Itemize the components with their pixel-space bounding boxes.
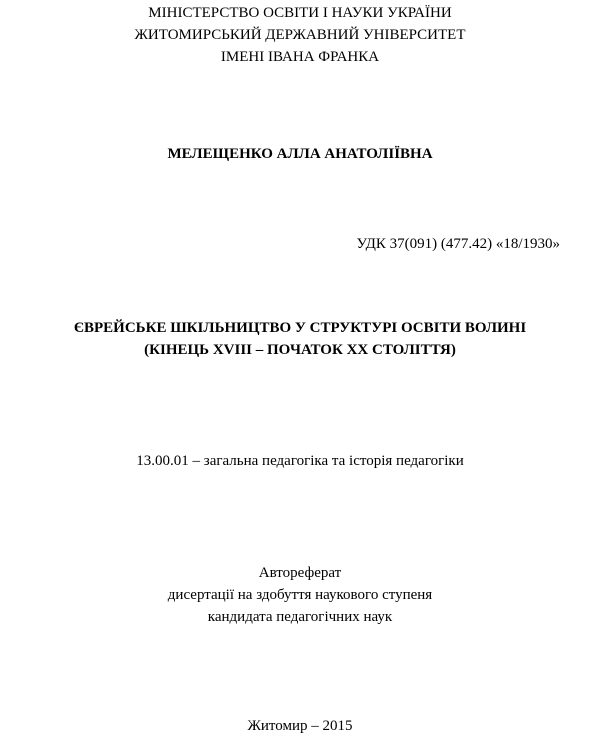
author-name: МЕЛЕЩЕНКО АЛЛА АНАТОЛІЇВНА [167, 146, 433, 162]
abstract-field: кандидата педагогічних наук [207, 609, 393, 625]
title-line-2: (КІНЕЦЬ XVIII – ПОЧАТОК XX СТОЛІТТЯ) [144, 342, 456, 358]
university-name-heading: ІМЕНІ ІВАНА ФРАНКА [220, 49, 380, 65]
abstract-label: Автореферат [258, 565, 342, 581]
university-heading: ЖИТОМИРСЬКИЙ ДЕРЖАВНИЙ УНІВЕРСИТЕТ [134, 27, 466, 43]
abstract-degree: дисертації на здобуття наукового ступеня [167, 587, 433, 603]
ministry-heading: МІНІСТЕРСТВО ОСВІТИ І НАУКИ УКРАЇНИ [148, 5, 452, 21]
city-year: Житомир – 2015 [247, 718, 353, 734]
udk-code: УДК 37(091) (477.42) «18/1930» [356, 236, 560, 252]
title-line-1: ЄВРЕЙСЬКЕ ШКІЛЬНИЦТВО У СТРУКТУРІ ОСВІТИ ВОЛИНІ [73, 320, 527, 336]
specialty-code: 13.00.01 – загальна педагогіка та історія педагогіки [136, 453, 464, 469]
